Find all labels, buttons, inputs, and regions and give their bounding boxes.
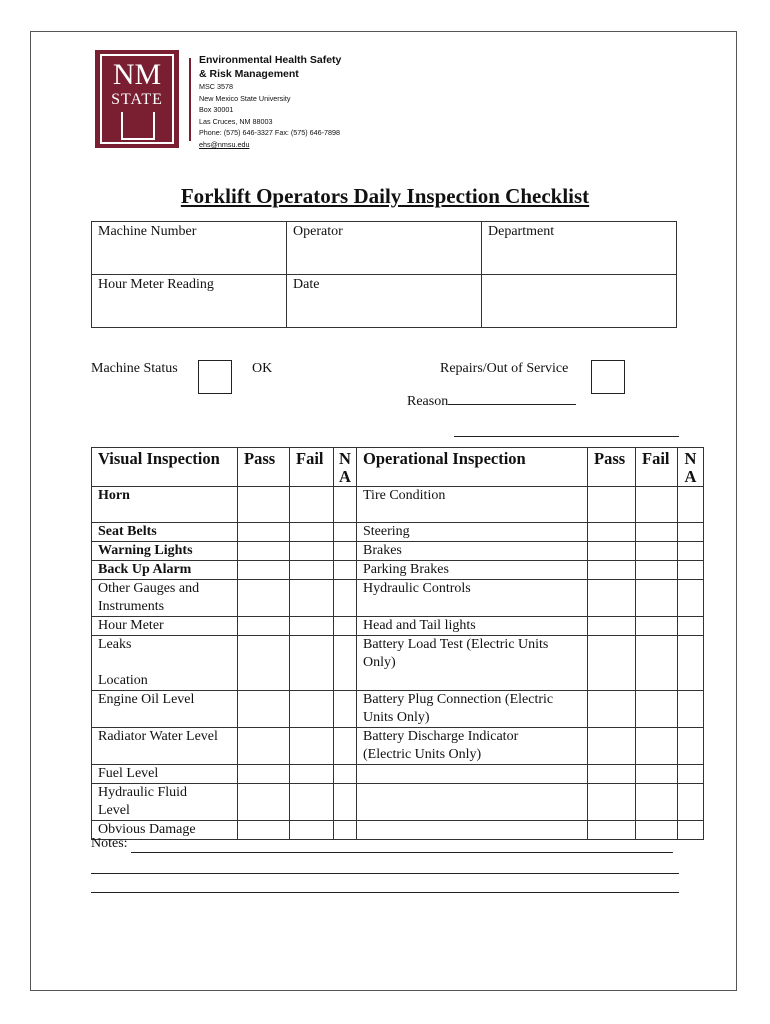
org-name-line-2: & Risk Management (199, 68, 299, 80)
visual-item-cell (92, 636, 238, 691)
visual-pass-cell[interactable] (238, 765, 290, 784)
ok-label: OK (252, 361, 273, 376)
visual-fail-cell[interactable] (290, 765, 334, 784)
machine-number-field[interactable]: Machine Number (92, 222, 287, 275)
nmsu-logo (95, 50, 179, 148)
header-divider (189, 58, 191, 141)
visual-item-cell (92, 580, 238, 617)
address-line: MSC 3578 (199, 82, 233, 91)
visual-pass-cell[interactable] (238, 487, 290, 523)
pass-header: Pass (588, 448, 636, 487)
visual-pass-cell[interactable] (238, 542, 290, 561)
visual-item-label: Radiator Water Level (98, 729, 218, 744)
operational-item-label: Battery Load Test (Electric Units (363, 637, 549, 652)
operational-item-cell (357, 784, 588, 821)
machine-status-label: Machine Status (91, 361, 178, 376)
pass-header: Pass (238, 448, 290, 487)
visual-fail-cell[interactable] (290, 784, 334, 821)
visual-na-cell[interactable] (334, 542, 357, 561)
operational-item-cell (357, 691, 588, 728)
visual-pass-cell[interactable] (238, 821, 290, 840)
phone-fax-line: Phone: (575) 646-3327 Fax: (575) 646-7898 (199, 128, 341, 138)
org-info (199, 53, 341, 151)
operational-item-cell (357, 580, 588, 617)
visual-item-cell (92, 691, 238, 728)
operational-item-cell (357, 765, 588, 784)
visual-item-label-cont: Instruments (98, 599, 165, 614)
operational-fail-cell[interactable] (636, 487, 678, 523)
hour-meter-field[interactable]: Hour Meter Reading (92, 275, 287, 328)
visual-fail-cell[interactable] (290, 542, 334, 561)
org-name-line-1: Environmental Health Safety (199, 54, 342, 66)
operational-na-cell[interactable] (678, 523, 704, 542)
visual-pass-cell[interactable] (238, 784, 290, 821)
operational-item-cell (357, 487, 588, 523)
visual-item-cell (92, 617, 238, 636)
repairs-checkbox[interactable] (591, 360, 625, 394)
operational-inspection-header: Operational Inspection (357, 448, 588, 487)
operational-item-label: Brakes (363, 543, 402, 558)
visual-fail-cell[interactable] (290, 523, 334, 542)
visual-na-cell[interactable] (334, 691, 357, 728)
operational-na-cell[interactable] (678, 821, 704, 840)
operational-na-cell[interactable] (678, 636, 704, 691)
table-row (92, 691, 704, 728)
address-line: Las Cruces, NM 88003 (199, 116, 273, 126)
visual-na-cell[interactable] (334, 821, 357, 840)
visual-item-cell (92, 728, 238, 765)
visual-na-cell[interactable] (334, 561, 357, 580)
operational-fail-cell[interactable] (636, 636, 678, 691)
visual-item-label: Fuel Level (98, 766, 159, 781)
operational-na-cell[interactable] (678, 617, 704, 636)
operational-pass-cell[interactable] (588, 821, 636, 840)
na-header (334, 448, 357, 487)
operational-item-cell (357, 523, 588, 542)
logo-nm-text: NM (112, 58, 162, 91)
operational-pass-cell[interactable] (588, 728, 636, 765)
operational-na-cell[interactable] (678, 542, 704, 561)
table-row (92, 580, 704, 617)
operational-pass-cell[interactable] (588, 542, 636, 561)
operational-fail-cell[interactable] (636, 561, 678, 580)
na-header-a: A (339, 467, 351, 486)
operational-pass-cell[interactable] (588, 617, 636, 636)
table-row (92, 561, 704, 580)
operational-pass-cell[interactable] (588, 580, 636, 617)
operational-fail-cell[interactable] (636, 523, 678, 542)
reason-underline (448, 390, 576, 405)
ok-checkbox[interactable] (198, 360, 232, 394)
reason-field[interactable] (407, 390, 576, 410)
email-link[interactable]: ehs@nmsu.edu (199, 139, 250, 149)
visual-fail-cell[interactable] (290, 636, 334, 691)
operational-pass-cell[interactable] (588, 561, 636, 580)
visual-pass-cell[interactable] (238, 691, 290, 728)
visual-item-cell (92, 784, 238, 821)
department-field[interactable]: Department (482, 222, 677, 275)
operational-na-cell[interactable] (678, 765, 704, 784)
operational-pass-cell[interactable] (588, 523, 636, 542)
visual-item-label-cont: Level (98, 803, 130, 818)
table-row (92, 821, 704, 840)
table-row (92, 542, 704, 561)
visual-pass-cell[interactable] (238, 617, 290, 636)
visual-item-label: Engine Oil Level (98, 692, 195, 707)
operational-na-cell[interactable] (678, 580, 704, 617)
operational-pass-cell[interactable] (588, 765, 636, 784)
table-row (92, 487, 704, 523)
operational-na-cell[interactable] (678, 561, 704, 580)
blank-field[interactable] (482, 275, 677, 328)
operational-pass-cell[interactable] (588, 691, 636, 728)
visual-pass-cell[interactable] (238, 523, 290, 542)
table-row (92, 765, 704, 784)
operational-na-cell[interactable] (678, 784, 704, 821)
operational-item-cell (357, 542, 588, 561)
operational-item-cell (357, 821, 588, 840)
fail-header: Fail (290, 448, 334, 487)
operational-item-label: Hydraulic Controls (363, 581, 471, 596)
operational-item-label-cont: Units Only) (363, 710, 430, 725)
operational-na-cell[interactable] (678, 728, 704, 765)
operational-item-label: Head and Tail lights (363, 618, 476, 633)
notes-label: Notes: (91, 836, 128, 851)
visual-pass-cell[interactable] (238, 636, 290, 691)
machine-info-table (91, 221, 677, 328)
page-title: Forklift Operators Daily Inspection Checklist (180, 184, 590, 208)
operational-item-label-cont: (Electric Units Only) (363, 747, 482, 762)
address-line: Box 30001 (199, 105, 234, 115)
na-header-a: A (684, 467, 697, 486)
visual-item-label: Back Up Alarm (98, 562, 192, 577)
visual-pass-cell[interactable] (238, 580, 290, 617)
operational-fail-cell[interactable] (636, 542, 678, 561)
operational-item-label: Parking Brakes (363, 562, 449, 577)
table-row (92, 728, 704, 765)
visual-fail-cell[interactable] (290, 561, 334, 580)
operational-fail-cell[interactable] (636, 784, 678, 821)
visual-item-label: Horn (98, 488, 130, 503)
visual-pass-cell[interactable] (238, 561, 290, 580)
operational-na-cell[interactable] (678, 691, 704, 728)
operational-item-cell (357, 561, 588, 580)
reason-label: Reason (407, 394, 449, 409)
na-header-n: N (684, 449, 697, 468)
visual-fail-cell[interactable] (290, 691, 334, 728)
visual-item-label-cont: Location (98, 673, 148, 688)
notes-line[interactable] (91, 873, 679, 874)
na-header (678, 448, 704, 487)
operational-fail-cell[interactable] (636, 691, 678, 728)
visual-item-label: Seat Belts (98, 524, 157, 539)
visual-item-cell (92, 523, 238, 542)
visual-item-label: Leaks (98, 637, 132, 652)
visual-fail-cell[interactable] (290, 617, 334, 636)
visual-pass-cell[interactable] (238, 728, 290, 765)
operational-item-label: Steering (363, 524, 410, 539)
operational-fail-cell[interactable] (636, 821, 678, 840)
logo-state-text: STATE (111, 91, 163, 108)
reason-continuation-line[interactable] (454, 436, 679, 437)
visual-na-cell[interactable] (334, 617, 357, 636)
operational-item-label: Battery Plug Connection (Electric (363, 692, 554, 707)
visual-fail-cell[interactable] (290, 821, 334, 840)
visual-item-label: Hydraulic Fluid (98, 785, 188, 800)
visual-na-cell[interactable] (334, 765, 357, 784)
visual-fail-cell[interactable] (290, 728, 334, 765)
table-row (92, 617, 704, 636)
operational-pass-cell[interactable] (588, 784, 636, 821)
inspection-checklist-table (91, 447, 704, 840)
operational-fail-cell[interactable] (636, 765, 678, 784)
visual-fail-cell[interactable] (290, 580, 334, 617)
visual-item-label: Hour Meter (98, 618, 164, 633)
visual-na-cell[interactable] (334, 784, 357, 821)
operator-field[interactable]: Operator (287, 222, 482, 275)
operational-fail-cell[interactable] (636, 617, 678, 636)
date-field[interactable]: Date (287, 275, 482, 328)
na-header-n: N (339, 449, 351, 468)
visual-fail-cell[interactable] (290, 487, 334, 523)
operational-item-label-cont: Only) (363, 655, 396, 670)
visual-item-cell (92, 765, 238, 784)
operational-item-label: Tire Condition (363, 488, 446, 503)
visual-na-cell[interactable] (334, 636, 357, 691)
visual-item-label: Warning Lights (98, 543, 193, 558)
visual-item-label: Other Gauges and (98, 581, 200, 596)
table-row (92, 784, 704, 821)
table-row (92, 523, 704, 542)
operational-fail-cell[interactable] (636, 728, 678, 765)
visual-na-cell[interactable] (334, 728, 357, 765)
repairs-label: Repairs/Out of Service (440, 361, 569, 376)
operational-fail-cell[interactable] (636, 580, 678, 617)
operational-item-label: Battery Discharge Indicator (363, 729, 519, 744)
visual-item-cell (92, 487, 238, 523)
operational-na-cell[interactable] (678, 487, 704, 523)
logo-state-outline (121, 112, 155, 140)
operational-item-cell (357, 636, 588, 691)
operational-pass-cell[interactable] (588, 487, 636, 523)
visual-na-cell[interactable] (334, 580, 357, 617)
visual-item-cell (92, 542, 238, 561)
table-row (92, 636, 704, 691)
notes-line[interactable] (91, 892, 679, 893)
visual-na-cell[interactable] (334, 523, 357, 542)
visual-item-cell (92, 561, 238, 580)
visual-na-cell[interactable] (334, 487, 357, 523)
fail-header: Fail (636, 448, 678, 487)
operational-item-cell (357, 617, 588, 636)
visual-item-label: Obvious Damage (98, 822, 196, 837)
operational-pass-cell[interactable] (588, 636, 636, 691)
address-line: New Mexico State University (199, 93, 291, 103)
notes-line[interactable] (131, 852, 673, 853)
visual-inspection-header: Visual Inspection (92, 448, 238, 487)
operational-item-cell (357, 728, 588, 765)
